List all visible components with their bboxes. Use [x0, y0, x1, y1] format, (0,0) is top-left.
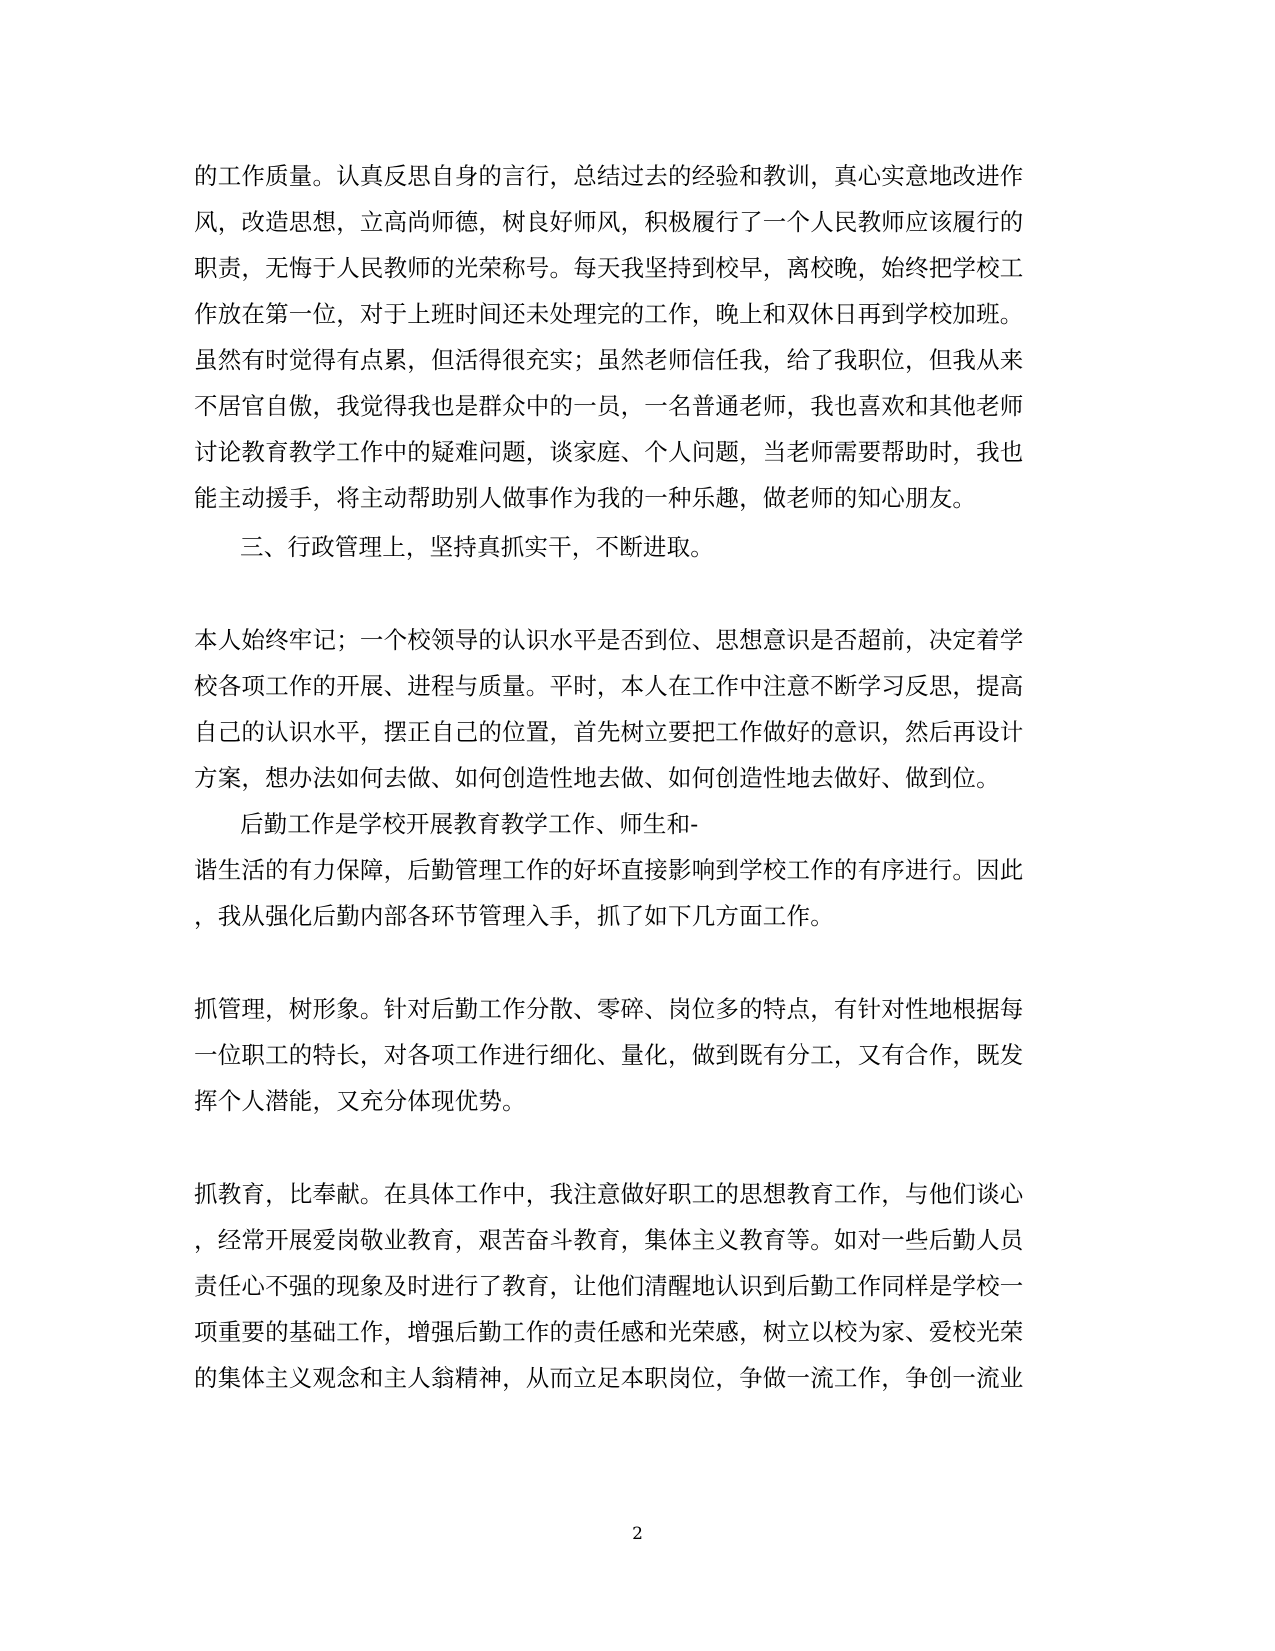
text-line: 虽然有时觉得有点累，但活得很充实；虽然老师信任我，给了我职位，但我从来	[194, 346, 1024, 374]
text-line: 讨论教育教学工作中的疑难问题，谈家庭、个人问题，当老师需要帮助时，我也	[194, 438, 1024, 466]
text-line: 能主动援手，将主动帮助别人做事作为我的一种乐趣，做老师的知心朋友。	[194, 484, 977, 512]
section-heading: 三、行政管理上，坚持真抓实干，不断进取。	[240, 533, 714, 561]
text-line: 挥个人潜能，又充分体现优势。	[194, 1087, 526, 1115]
text-line: 的工作质量。认真反思自身的言行，总结过去的经验和教训，真心实意地改进作	[194, 162, 1024, 190]
text-line: ，经常开展爱岗敬业教育，艰苦奋斗教育，集体主义教育等。如对一些后勤人员	[194, 1226, 1024, 1254]
text-line: 职责，无悔于人民教师的光荣称号。每天我坚持到校早，离校晚，始终把学校工	[194, 254, 1024, 282]
text-line: 项重要的基础工作，增强后勤工作的责任感和光荣感，树立以校为家、爱校光荣	[194, 1318, 1024, 1346]
text-line: 自己的认识水平，摆正自己的位置，首先树立要把工作做好的意识，然后再设计	[194, 718, 1024, 746]
text-line: 方案，想办法如何去做、如何创造性地去做、如何创造性地去做好、做到位。	[194, 764, 1000, 792]
text-line: 本人始终牢记；一个校领导的认识水平是否到位、思想意识是否超前，决定着学	[194, 626, 1024, 654]
text-line: 抓管理，树形象。针对后勤工作分散、零碎、岗位多的特点，有针对性地根据每	[194, 995, 1024, 1023]
text-line: 风，改造思想，立高尚师德，树良好师风，积极履行了一个人民教师应该履行的	[194, 208, 1024, 236]
text-line: 不居官自傲，我觉得我也是群众中的一员，一名普通老师，我也喜欢和其他老师	[194, 392, 1024, 420]
text-line: 责任心不强的现象及时进行了教育，让他们清醒地认识到后勤工作同样是学校一	[194, 1272, 1024, 1300]
text-line: 的集体主义观念和主人翁精神，从而立足本职岗位，争做一流工作，争创一流业	[194, 1364, 1024, 1392]
text-line: 谐生活的有力保障，后勤管理工作的好坏直接影响到学校工作的有序进行。因此	[194, 856, 1024, 884]
text-line: 校各项工作的开展、进程与质量。平时，本人在工作中注意不断学习反思，提高	[194, 672, 1024, 700]
text-line: 作放在第一位，对于上班时间还未处理完的工作，晚上和双休日再到学校加班。	[194, 300, 1024, 328]
text-line: 后勤工作是学校开展教育教学工作、师生和-	[240, 810, 699, 838]
text-line: 一位职工的特长，对各项工作进行细化、量化，做到既有分工，又有合作，既发	[194, 1041, 1024, 1069]
text-line: 抓教育，比奉献。在具体工作中，我注意做好职工的思想教育工作，与他们谈心	[194, 1180, 1024, 1208]
text-line: ，我从强化后勤内部各环节管理入手，抓了如下几方面工作。	[194, 902, 834, 930]
page-number: 2	[632, 1524, 643, 1544]
